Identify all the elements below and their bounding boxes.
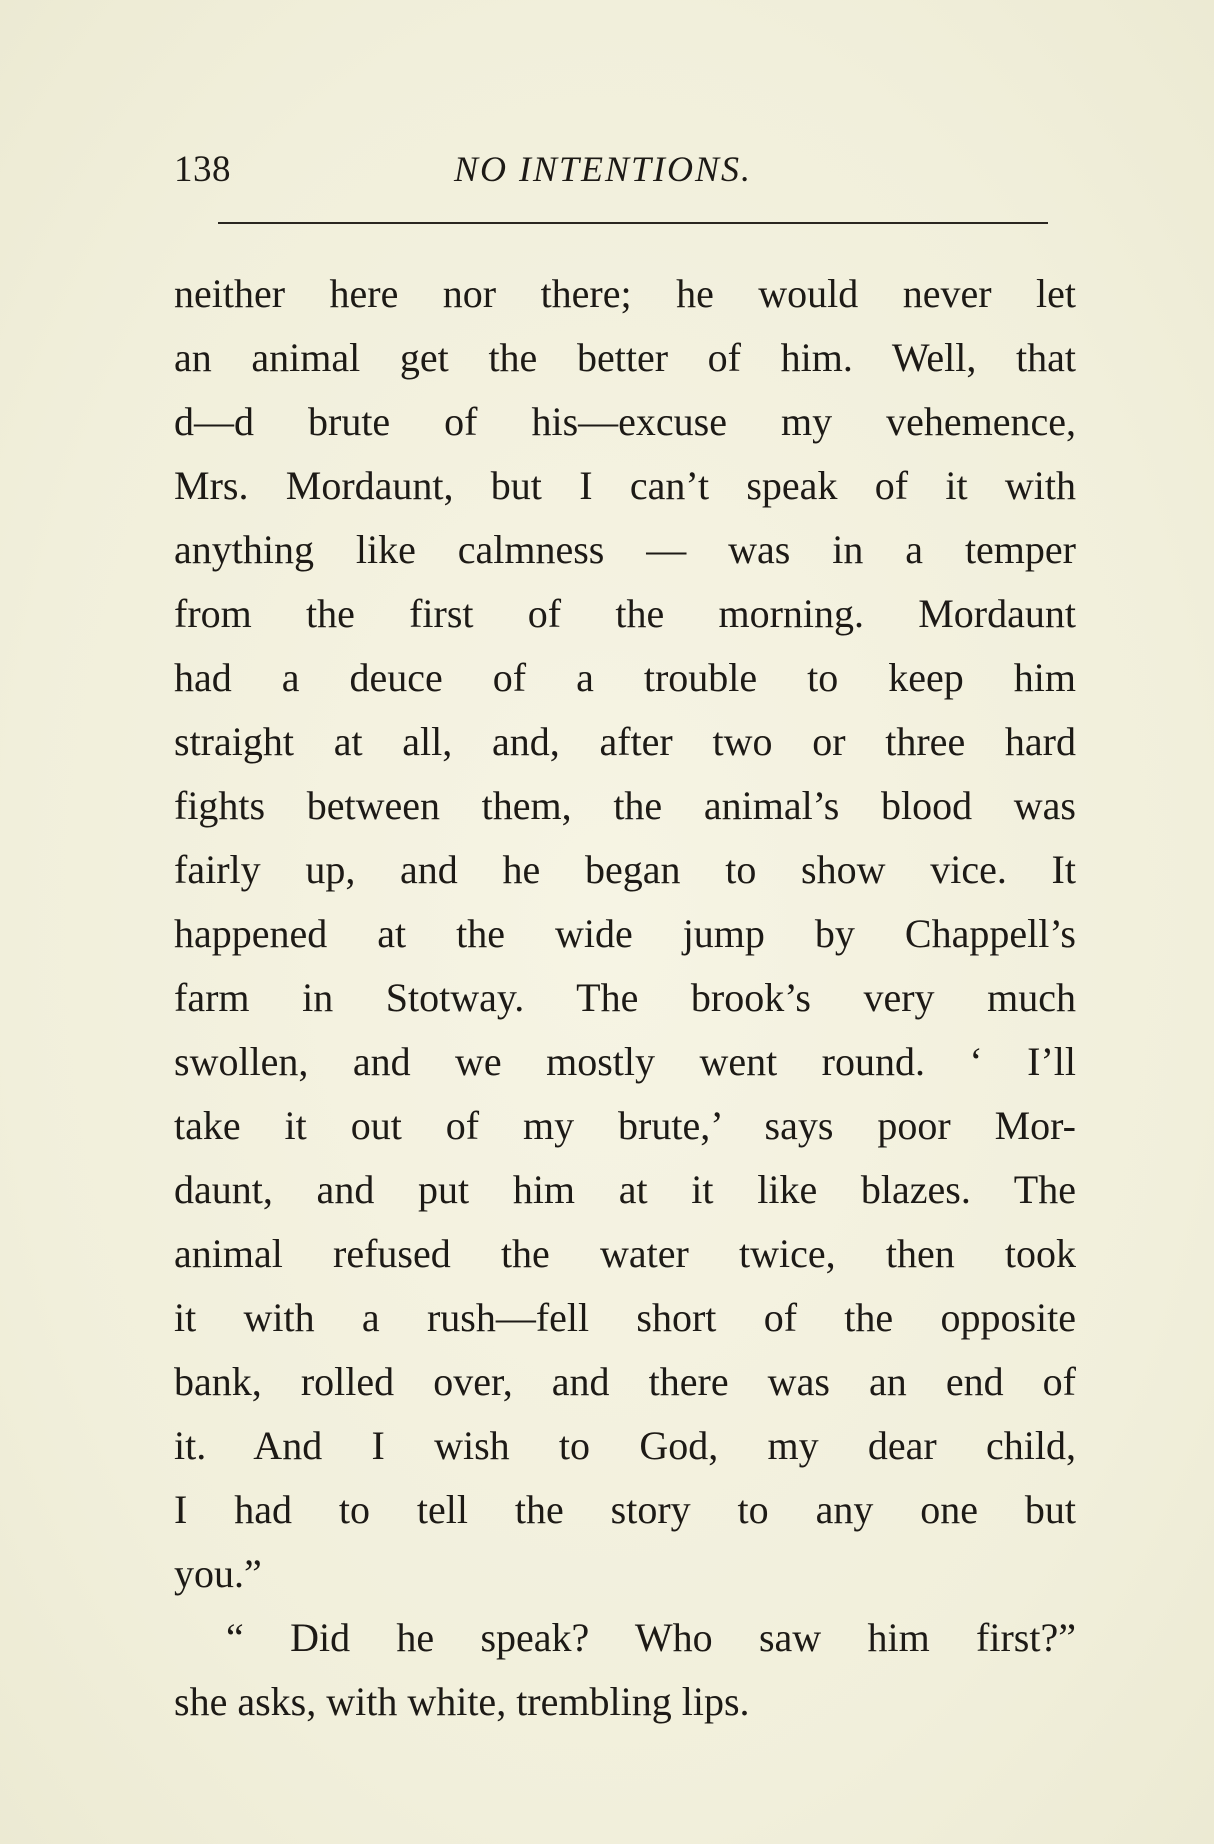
page-number: 138 [174,149,231,190]
text-line: animal refused the water twice, then took [174,1231,1076,1276]
text-line: Mrs. Mordaunt, but I can’t speak of it with [174,463,1076,508]
text-line: neither here nor there; he would never let [174,271,1076,316]
text-line: it. And I wish to God, my dear child, [174,1423,1076,1468]
text-line: d—d brute of his—excuse my vehemence, [174,399,1076,444]
text-line: an animal get the better of him. Well, that [174,335,1076,380]
text-line: take it out of my brute,’ says poor Mor- [174,1103,1076,1148]
text-line: I had to tell the story to any one but [174,1487,1076,1532]
running-title: NO INTENTIONS. [454,149,753,189]
text-line: fights between them, the animal’s blood was [174,783,1076,828]
text-line: it with a rush—fell short of the opposite [174,1295,1076,1340]
header-rule [218,222,1048,224]
body-text [174,262,1076,1734]
text-line: straight at all, and, after two or three hard [174,719,1076,764]
text-line: daunt, and put him at it like blazes. The [174,1167,1076,1212]
text-line: “ Did he speak? Who saw him first?” [226,1615,1076,1660]
text-line: from the first of the morning. Mordaunt [174,591,1076,636]
text-line: you.” [174,1551,262,1596]
running-head [174,148,1054,198]
text-line: she asks, with white, trembling lips. [174,1679,750,1724]
text-line: happened at the wide jump by Chappell’s [174,911,1076,956]
text-line: swollen, and we mostly went round. ‘ I’ll [174,1039,1076,1084]
text-line: anything like calmness — was in a temper [174,527,1076,572]
text-line: fairly up, and he began to show vice. It [174,847,1076,892]
text-line: farm in Stotway. The brook’s very much [174,975,1076,1020]
text-line: bank, rolled over, and there was an end of [174,1359,1076,1404]
text-line: had a deuce of a trouble to keep him [174,655,1076,700]
